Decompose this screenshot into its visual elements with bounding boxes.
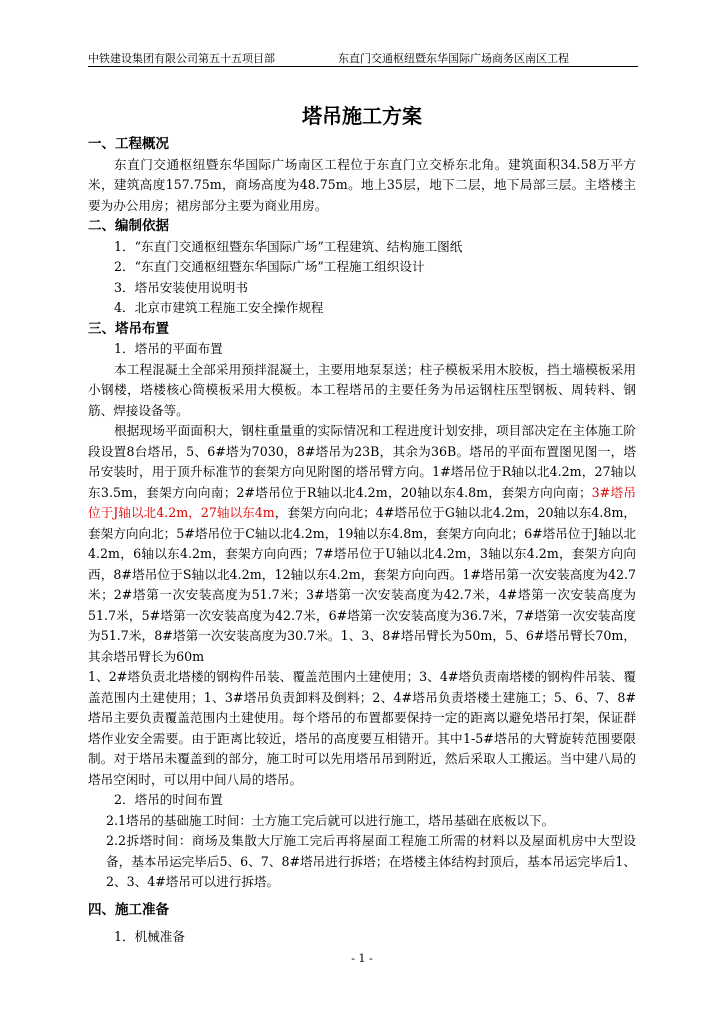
document-title: 塔吊施工方案: [302, 104, 422, 128]
basis-item: 3．塔吊安装使用说明书: [114, 279, 248, 295]
section-heading-layout: 三、塔吊布置: [88, 320, 169, 337]
subheading-machinery: 1．机械准备: [114, 929, 185, 944]
subheading-time-layout: 2．塔吊的时间布置: [114, 792, 223, 807]
basis-item: 1．“东直门交通枢纽暨东华国际广场”工程建筑、结构施工图纸: [114, 238, 463, 254]
overview-paragraph: 东直门交通枢纽暨东华国际广场南区工程位于东直门立交桥东北角。建筑面积34.58万平方米，建筑高度157.75m，商场高度为48.75m。地上35层，地下二层，地下局部三层。主塔楼主要为办公用房；裙房部分主要为商业用房。: [88, 156, 636, 213]
section-heading-preparation: 四、施工准备: [88, 901, 169, 918]
header-company: 中铁建设集团有限公司第五十五项目部: [88, 52, 275, 65]
header-divider: [88, 66, 638, 67]
layout-text-a: 根据现场平面面积大，钢柱重量重的实际情况和工程进度计划安排，项目部决定在主体施工阶段设置8台塔吊，5、6#塔为7030，8#塔吊为23B，其余为36B。塔吊的平面布置图见图一，塔吊安装时，用于顶升标准节的套架方向见附图的塔吊臂方向。1#塔吊位于R轴以北4.2m，27轴以东3.5m，套架方向向南；2#塔吊位于R轴以北4.2m，20轴以东4.8m，套架方向向南；: [88, 423, 636, 500]
basis-item: 2．“东直门交通枢纽暨东华国际广场”工程施工组织设计: [114, 259, 425, 274]
header-project: 东直门交通枢纽暨东华国际广场商务区南区工程: [338, 52, 569, 65]
layout-paragraph-2: [88, 421, 636, 667]
page-header: [88, 44, 636, 64]
layout-paragraph-1: 本工程混凝土全部采用预拌混凝土，主要用地泵泵送；柱子模板采用木胶板，挡土墙模板采用小钢楼，塔楼核心筒模板采用大模板。本工程塔吊的主要任务为吊运钢柱压型钢板、周转料、钢筋、焊接设备等。: [88, 361, 636, 418]
time-item-foundation: 2.1塔吊的基础施工时间：土方施工完后就可以进行施工，塔吊基础在底板以下。: [106, 812, 555, 828]
section-heading-basis: 二、编制依据: [88, 218, 169, 234]
basis-item: 4．北京市建筑工程施工安全操作规程: [114, 300, 324, 315]
spacer: [88, 920, 636, 927]
time-item-dismantle: 2.2拆塔时间：商场及集散大厅施工完后再将屋面工程施工所需的材料以及屋面机房中大型设备，基本吊运完毕后5、6、7、8#塔吊进行拆塔；在塔楼主体结构封顶后，基本吊运完毕后1、2、3、4#塔吊可以进行拆塔。: [106, 833, 636, 889]
layout-text-b: ，套架方向向北；4#塔吊位于G轴以北4.2m，20轴以东4.8m，套架方向向北；5#塔吊位于C轴以北4.2m，19轴以东4.8m，套架方向向北；6#塔吊位于J轴以北4.2m，6轴以东4.2m，套架方向向西；7#塔吊位于U轴以北4.2m，3轴以东4.2m，套架方向向西，8#塔吊位于S轴以北4.2m，12轴以东4.2m，套架方向向西。1#塔吊第一次安装高度为42.7米；2#塔第一次安装高度为51.7米；3#塔第一次安装高度为42.7米，4#塔第一次安装高度为51.7米，5#塔第一次安装高度为42.7米，6#塔第一次安装高度为36.7米，7#塔第一次安装高度为51.7米，8#塔第一次安装高度为30.7米。1、3、8#塔吊臂长为50m，5、6#塔吊臂长70m，其余塔吊臂长为60m: [88, 505, 637, 664]
page-number: - 1 -: [351, 952, 373, 965]
spacer: [88, 893, 636, 900]
document-body: [88, 134, 636, 948]
subheading-plan-layout: 1．塔吊的平面布置: [114, 341, 223, 356]
highlighted-crane-3-position: 3#塔吊位于J轴以北4.2m，27轴以东4m: [88, 484, 636, 520]
layout-paragraph-3: 1、2#塔负责北塔楼的钢构件吊装、覆盖范围内土建使用；3、4#塔负责南塔楼的钢构件吊装、覆盖范围内土建使用；1、3#塔吊负责卸料及倒料；2、4#塔吊负责塔楼土建施工；5、6、7、8#塔吊主要负责覆盖范围内土建使用。每个塔吊的布置都要保持一定的距离以避免塔吊打架，保证群塔作业安全需要。由于距离比较近，塔吊的高度要互相错开。其中1-5#塔吊的大臂旋转范围要限制。对于塔吊未覆盖到的部分，施工时可以先用塔吊吊到附近，然后采取人工搬运。当中建八局的塔吊空闲时，可以用中间八局的塔吊。: [88, 669, 636, 787]
section-heading-overview: 一、工程概况: [88, 136, 169, 152]
